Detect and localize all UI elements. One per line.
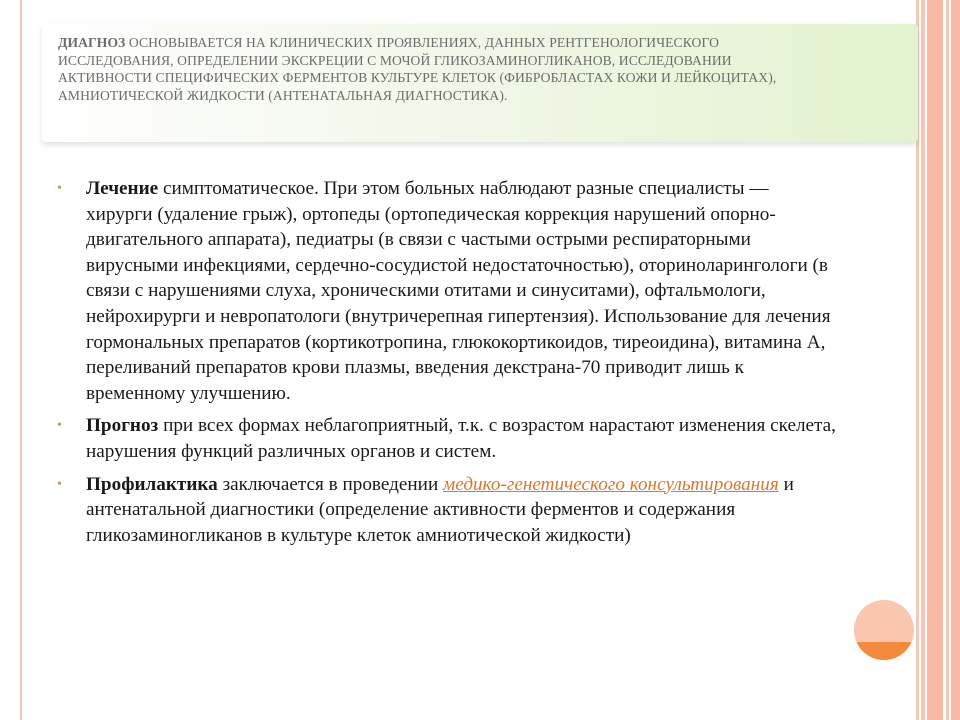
stripe [927,0,943,720]
bullet-icon: • [57,418,62,434]
bullet-text: и антенатальной диагностики (определение активности ферментов и содержания гликозаминогликанов в культуре клеток амниотической жидкости) [86,473,794,546]
bullet-item-prognosis [57,413,836,464]
bullet-icon: • [57,476,62,492]
bullet-heading: Лечение [86,178,159,199]
bullet-heading: Профилактика [86,473,218,495]
circle-accent [854,642,914,660]
bullet-item-prevention [57,472,836,549]
bullet-item-treatment [57,176,836,406]
title-bold: ДИАГНОЗ [58,35,126,50]
slide-title [58,34,788,104]
bullet-text: симптоматическое. При этом больных наблюдают разные специалисты — хирурги (удаление грыж), ортопеды (ортопедическая коррекция нарушений опорно-двигательного аппарата), педиатры (в связи с частыми острыми респираторными вирусными инфекциями, сердечно-сосудистой недостаточностью), оториноларингологи (в связи с нарушениями слуха, хроническими отитами и синуситами), офтальмологи, нейрохирурги и невропатологи (внутричерепная гипертензия). Использование для лечения гормональных препаратов (кортикотропина, глюкокортикоидов, тиреоидина), витамина А, переливаний препаратов крови плазмы, введения декстрана-70 приводит лишь к временному улучшению. [86,178,831,404]
bullet-heading: Прогноз [86,415,159,437]
genetic-counseling-link[interactable]: медико-генетического консультирования [443,473,779,495]
bullet-text: при всех формах неблагоприятный, т.к. с возрастом нарастают изменения скелета, нарушения функций различных органов и систем. [86,415,836,462]
left-border-line [20,0,22,720]
bullet-icon: • [57,181,62,196]
title-rest: ОСНОВЫВАЕТСЯ НА КЛИНИЧЕСКИХ ПРОЯВЛЕНИЯХ, ДАННЫХ РЕНТГЕНОЛОГИЧЕСКОГО ИССЛЕДОВАНИЯ, ОПРЕДЕЛЕНИИ ЭКСКРЕЦИИ С МОЧОЙ ГЛИКОЗАМИНОГЛИКАНОВ, ИССЛЕДОВАНИИ АКТИВНОСТИ СПЕЦИФИЧЕСКИХ ФЕРМЕНТОВ КУЛЬТУРЕ КЛЕТОК (ФИБРОБЛАСТАХ КОЖИ И ЛЕЙКОЦИТАХ), АМНИОТИЧЕСКОЙ ЖИДКОСТИ (АНТЕНАТАЛЬНАЯ ДИАГНОСТИКА). [58,35,777,103]
bullet-list [57,176,836,555]
right-decorative-stripes [916,0,960,720]
bullet-text: заключается в проведении [217,473,444,495]
stripe [951,0,960,720]
stripe [946,0,949,720]
stripe [921,0,925,720]
decorative-circle [854,600,914,660]
